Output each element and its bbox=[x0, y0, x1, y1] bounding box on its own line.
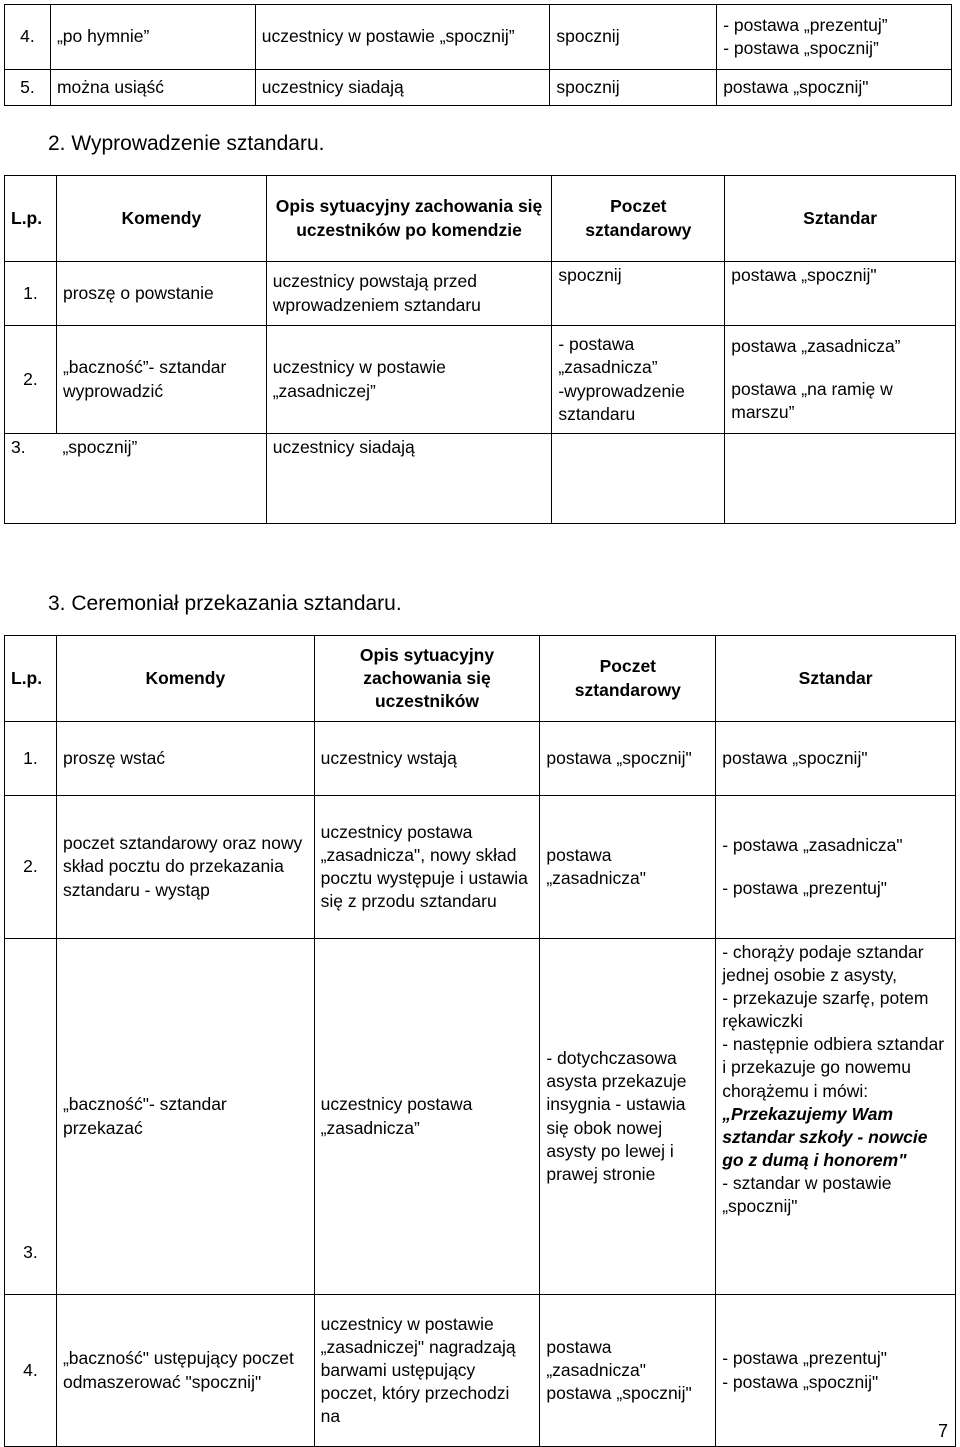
row-number: 3. bbox=[5, 434, 57, 524]
row-number: 4. bbox=[5, 1295, 57, 1447]
description-cell: uczestnicy siadają bbox=[266, 434, 552, 524]
table-przekazanie bbox=[4, 635, 956, 1447]
header-commands: Komendy bbox=[56, 176, 266, 262]
table-continuation bbox=[4, 4, 952, 106]
description-cell: uczestnicy powstają przed wprowadzeniem sztandaru bbox=[266, 262, 552, 326]
sztandar-cell bbox=[725, 434, 956, 524]
command-cell: „baczność"- sztandar przekazać bbox=[56, 939, 314, 1295]
command-cell: można usiąść bbox=[50, 70, 255, 106]
sztandar-line: - postawa „prezentuj" bbox=[722, 1348, 887, 1369]
table-row bbox=[5, 796, 956, 939]
sztandar-line: postawa „na ramię w marszu” bbox=[731, 378, 893, 423]
table-wyprowadzenie bbox=[4, 175, 956, 524]
command-cell: „baczność”- sztandar wyprowadzić bbox=[56, 326, 266, 434]
row-number: 1. bbox=[5, 262, 57, 326]
poczet-line: postawa „spocznij" bbox=[546, 1383, 692, 1404]
table-row bbox=[5, 326, 956, 434]
sztandar-cell: postawa „spocznij" bbox=[725, 262, 956, 326]
poczet-cell: spocznij bbox=[550, 70, 717, 106]
table-row bbox=[5, 5, 952, 70]
sztandar-cell: postawa „spocznij" bbox=[717, 70, 952, 106]
poczet-cell bbox=[552, 326, 725, 434]
row-number: 3. bbox=[5, 939, 57, 1295]
table-row bbox=[5, 262, 956, 326]
row-number: 4. bbox=[5, 5, 51, 70]
description-cell: uczestnicy w postawie „zasadniczej" nagradzają barwami ustępujący poczet, który przechodzi na bbox=[314, 1295, 540, 1447]
sztandar-line: - postawa „prezentuj” bbox=[723, 14, 888, 35]
table-row bbox=[5, 1295, 956, 1447]
sztandar-quote: „Przekazujemy Wam sztandar szkoły - nowcie go z dumą i honorem" bbox=[722, 1103, 928, 1170]
header-poczet: Poczet sztandarowy bbox=[552, 176, 725, 262]
header-description: Opis sytuacyjny zachowania się uczestników bbox=[314, 636, 540, 722]
command-cell: proszę o powstanie bbox=[56, 262, 266, 326]
header-sztandar: Sztandar bbox=[716, 636, 956, 722]
command-cell: „po hymnie” bbox=[50, 5, 255, 70]
poczet-cell bbox=[552, 434, 725, 524]
sztandar-line: postawa „zasadnicza” bbox=[731, 335, 901, 356]
sztandar-line: - postawa „spocznij” bbox=[723, 38, 879, 58]
sztandar-cell bbox=[717, 5, 952, 70]
section-title: 3. Ceremoniał przekazania sztandaru. bbox=[48, 592, 402, 615]
description-cell: uczestnicy siadają bbox=[255, 70, 550, 106]
sztandar-line: - chorąży podaje sztandar jednej osobie z asysty, bbox=[722, 942, 924, 986]
poczet-cell: postawa „spocznij" bbox=[540, 722, 716, 796]
poczet-cell: spocznij bbox=[550, 5, 717, 70]
table-row bbox=[5, 70, 952, 106]
section-title: 2. Wyprowadzenie sztandaru. bbox=[48, 132, 325, 155]
sztandar-line: - postawa „prezentuj" bbox=[722, 878, 887, 898]
sztandar-line: - następnie odbiera sztandar i przekazuje go nowemu chorążemu i mówi: bbox=[722, 1034, 945, 1101]
sztandar-cell bbox=[716, 1295, 956, 1447]
header-sztandar: Sztandar bbox=[725, 176, 956, 262]
header-description: Opis sytuacyjny zachowania się uczestników po komendzie bbox=[266, 176, 552, 262]
sztandar-cell bbox=[725, 326, 956, 434]
poczet-line: postawa „zasadnicza" bbox=[546, 1336, 646, 1380]
poczet-cell: spocznij bbox=[552, 262, 725, 326]
row-number: 2. bbox=[5, 796, 57, 939]
sztandar-cell bbox=[716, 939, 956, 1295]
command-cell: „spocznij” bbox=[56, 434, 266, 524]
description-cell: uczestnicy wstają bbox=[314, 722, 540, 796]
description-cell: uczestnicy postawa „zasadnicza” bbox=[314, 939, 540, 1295]
command-cell: „baczność" ustępujący poczet odmaszerować "spocznij" bbox=[56, 1295, 314, 1447]
table-row bbox=[5, 722, 956, 796]
description-cell: uczestnicy postawa „zasadnicza", nowy skład pocztu występuje i ustawia się z przodu sztandaru bbox=[314, 796, 540, 939]
header-lp: L.p. bbox=[5, 176, 57, 262]
table-row bbox=[5, 434, 956, 524]
header-commands: Komendy bbox=[56, 636, 314, 722]
poczet-cell bbox=[540, 1295, 716, 1447]
poczet-cell: postawa „zasadnicza" bbox=[540, 796, 716, 939]
poczet-cell: - dotychczasowa asysta przekazuje insygnia - ustawia się obok nowej asysty po lewej i prawej stronie bbox=[540, 939, 716, 1295]
poczet-line: -wyprowadzenie sztandaru bbox=[558, 380, 685, 424]
sztandar-cell: postawa „spocznij" bbox=[716, 722, 956, 796]
sztandar-line: - sztandar w postawie „spocznij" bbox=[722, 1172, 892, 1217]
sztandar-line: - postawa „spocznij" bbox=[722, 1371, 879, 1392]
header-poczet: Poczet sztandarowy bbox=[540, 636, 716, 722]
header-lp: L.p. bbox=[5, 636, 57, 722]
table-header-row bbox=[5, 176, 956, 262]
description-cell: uczestnicy w postawie „zasadniczej” bbox=[266, 326, 552, 434]
page-number: 7 bbox=[937, 1421, 948, 1441]
row-number: 2. bbox=[5, 326, 57, 434]
row-number: 5. bbox=[5, 70, 51, 106]
command-cell: poczet sztandarowy oraz nowy skład pocztu do przekazania sztandaru - wystąp bbox=[56, 796, 314, 939]
row-number: 1. bbox=[5, 722, 57, 796]
command-cell: proszę wstać bbox=[56, 722, 314, 796]
table-header-row bbox=[5, 636, 956, 722]
table-row bbox=[5, 939, 956, 1295]
poczet-line: - postawa „zasadnicza” bbox=[558, 334, 658, 378]
description-cell: uczestnicy w postawie „spocznij” bbox=[255, 5, 550, 70]
sztandar-line: - przekazuje szarfę, potem rękawiczki bbox=[722, 988, 929, 1032]
sztandar-cell bbox=[716, 796, 956, 939]
sztandar-line: - postawa „zasadnicza" bbox=[722, 834, 903, 855]
